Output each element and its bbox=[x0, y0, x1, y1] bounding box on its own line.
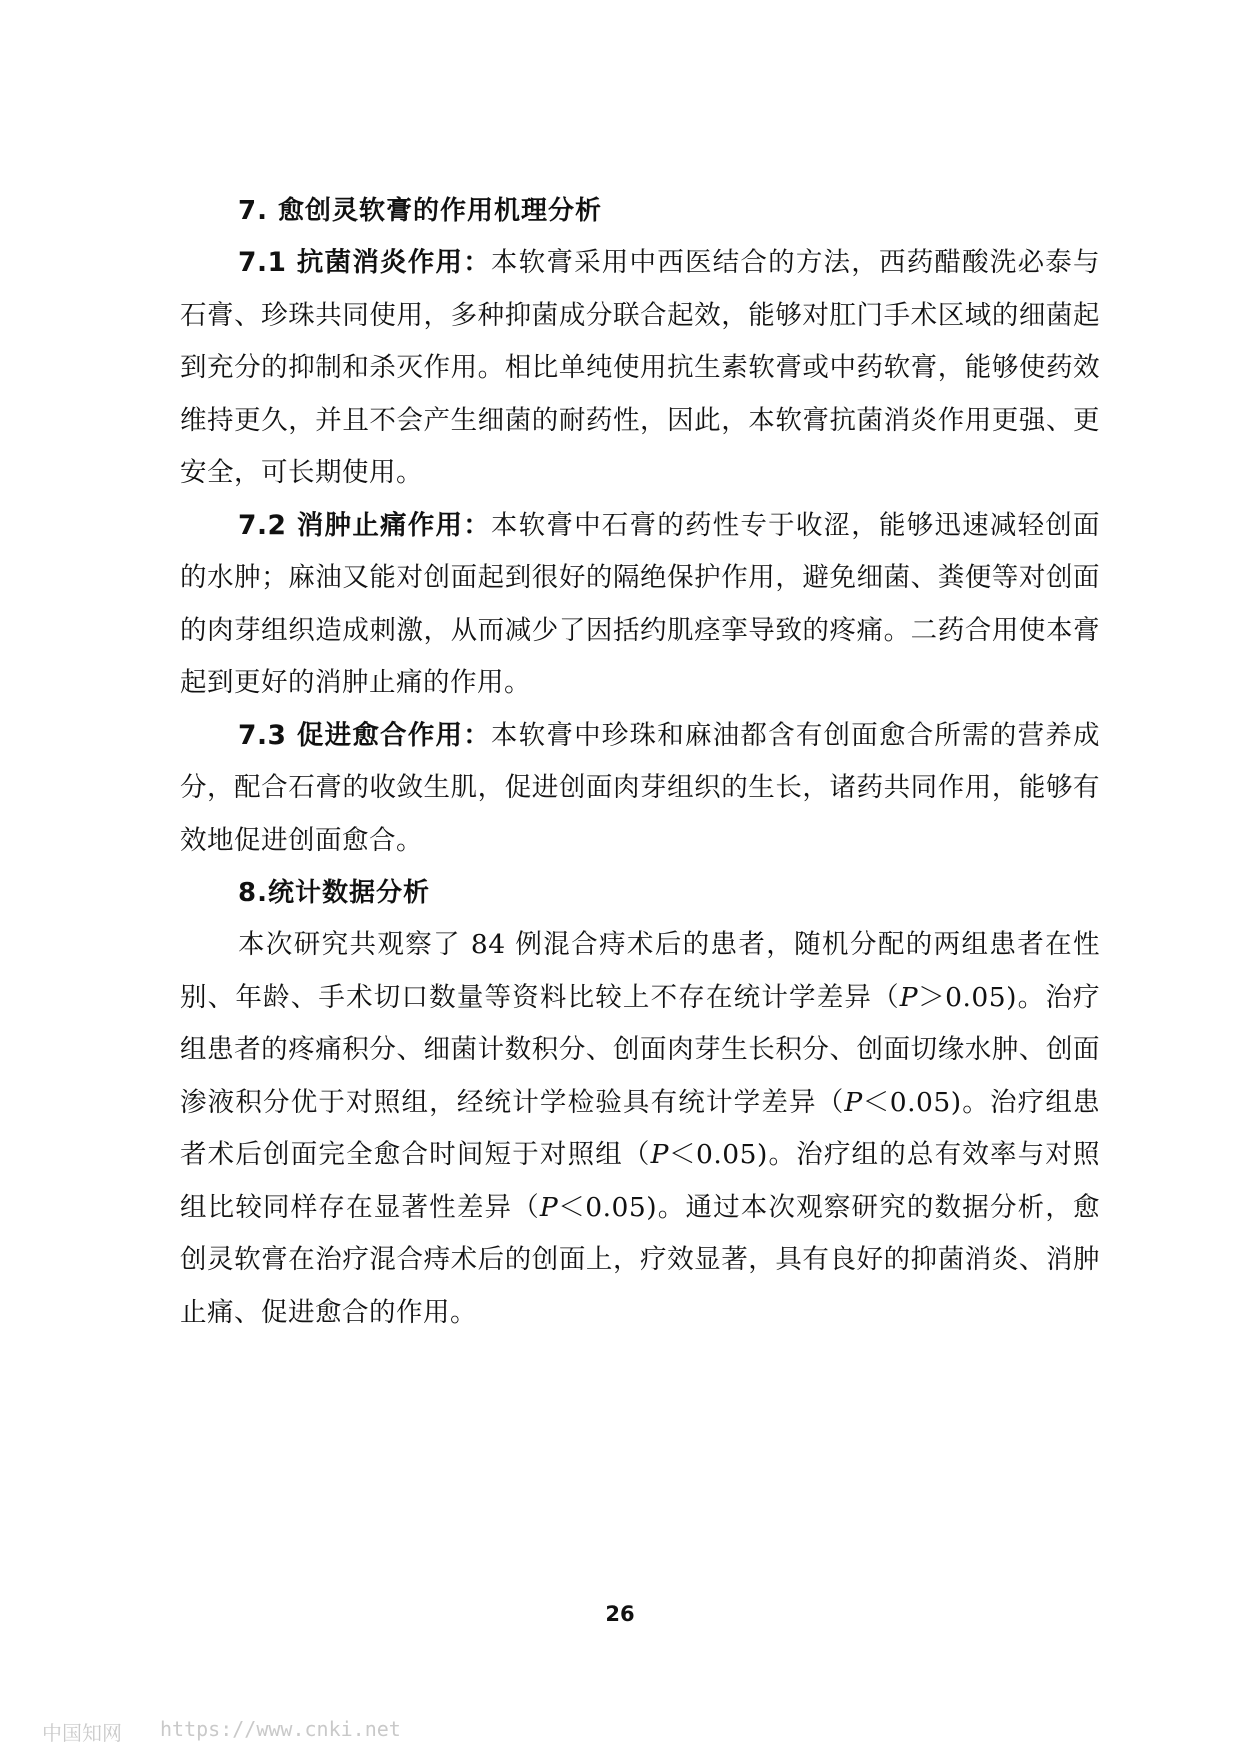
watermark-brand: 中国知网 bbox=[42, 1721, 122, 1745]
paragraph-lead-7-1: 7.1 抗菌消炎作用： bbox=[238, 247, 491, 278]
paragraph-7-2 bbox=[180, 500, 1100, 710]
section-heading-8: 8.统计数据分析 bbox=[238, 878, 430, 908]
paragraph-lead-7-3: 7.3 促进愈合作用： bbox=[238, 719, 491, 751]
paragraph-text-7-3: 本软膏中珍珠和麻油都含有创面愈合所需的营养成分，配合石膏的收敛生肌，促进创面肉芽组织的生长，诸药共同作用，能够有效地促进创面愈合。 bbox=[180, 719, 1101, 856]
page-content bbox=[180, 185, 1100, 1339]
paragraph-7-3 bbox=[180, 710, 1100, 868]
paragraph-7-1 bbox=[180, 237, 1100, 500]
paragraph-8-text-2: ＞0.05)。治疗组患者的疼痛积分、细菌计数积分、创面肉芽生长积分、创面切缘水肿、创面渗液积分优于对照组，经统计学检验具有统计学差异（ bbox=[180, 981, 1101, 1118]
watermark-url: https://www.cnki.net bbox=[160, 1717, 401, 1741]
paragraph-8-text-5: ＜0.05)。通过本次观察研究的数据分析，愈创灵软膏在治疗混合痔术后的创面上，疗效显著，具有良好的抑菌消炎、消肿止痛、促进愈合的作用。 bbox=[180, 1191, 1101, 1328]
paragraph-8-text-4: ＜0.05)。治疗组的总有效率与对照组比较同样存在显著性差异（ bbox=[180, 1139, 1101, 1223]
paragraph-8 bbox=[180, 919, 1100, 1339]
paragraph-lead-7-2: 7.2 消肿止痛作用： bbox=[238, 509, 491, 541]
paragraph-text-7-2: 本软膏中石膏的药性专于收涩，能够迅速减轻创面的水肿；麻油又能对创面起到很好的隔绝保护作用，避免细菌、粪便等对创面的肉芽组织造成刺激，从而减少了因括约肌痉挛导致的疼痛。二药合用使本膏起到更好的消肿止痛的作用。 bbox=[180, 509, 1101, 698]
watermark bbox=[42, 1717, 401, 1746]
paragraph-8-text-3: ＜0.05)。治疗组患者术后创面完全愈合时间短于对照组（ bbox=[180, 1086, 1101, 1170]
section-heading-7: 7. 愈创灵软膏的作用机理分析 bbox=[238, 196, 603, 226]
p-value-symbol: P bbox=[899, 981, 919, 1013]
p-value-symbol: P bbox=[844, 1086, 863, 1118]
p-value-symbol: P bbox=[650, 1139, 669, 1170]
p-value-symbol: P bbox=[539, 1191, 559, 1223]
paragraph-8-text-1: 本次研究共观察了 84 例混合痔术后的患者，随机分配的两组患者在性别、年龄、手术切口数量等资料比较上不存在统计学差异（ bbox=[180, 929, 1100, 1013]
paragraph-text-7-1: 本软膏采用中西医结合的方法，西药醋酸洗必泰与石膏、珍珠共同使用，多种抑菌成分联合起效，能够对肛门手术区域的细菌起到充分的抑制和杀灭作用。相比单纯使用抗生素软膏或中药软膏，能够使药效维持更久，并且不会产生细菌的耐药性，因此，本软膏抗菌消炎作用更强、更安全，可长期使用。 bbox=[180, 247, 1101, 488]
page-number: 26 bbox=[605, 1602, 635, 1626]
